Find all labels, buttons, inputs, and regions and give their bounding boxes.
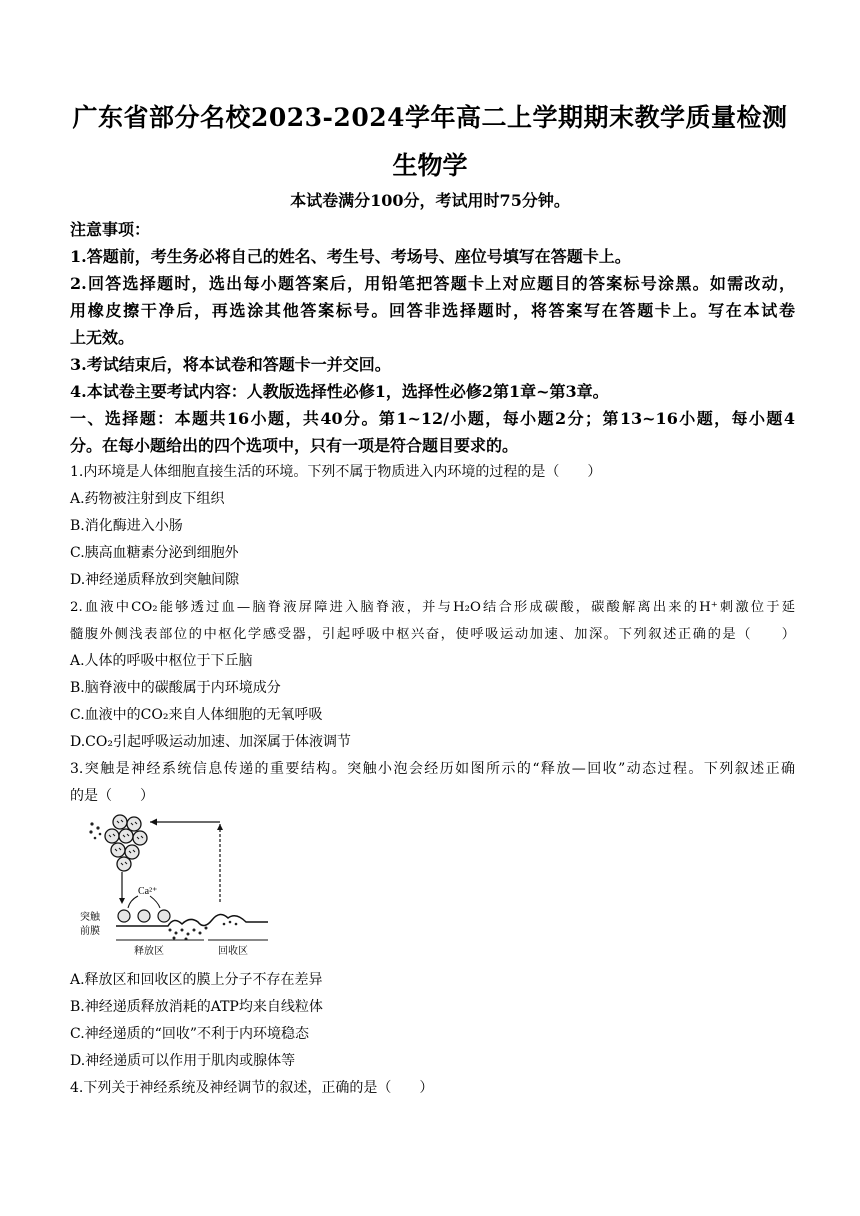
q3-option-a: A.释放区和回收区的膜上分子不存在差异 bbox=[70, 972, 323, 988]
subject-title: 生物学 bbox=[392, 151, 468, 180]
ca-arrow-right bbox=[150, 896, 160, 908]
released-dots bbox=[169, 921, 238, 941]
return-arrow-head bbox=[150, 819, 157, 826]
synapse-vesicle-diagram bbox=[78, 812, 273, 960]
notes-item-2-line-2: 用橡皮擦干净后，再选涂其他答案标号。回答非选择题时，将答案写在答题卡上。写在本试卷 bbox=[70, 301, 795, 320]
recycle-arrow-up bbox=[217, 824, 223, 830]
exam-title: 广东省部分名校2023-2024学年高二上学期期末教学质量检测 bbox=[72, 103, 788, 132]
section-heading-line-1: 一、选择题：本题共16小题，共40分。第1~12/小题，每小题2分；第13~16小题，每小题4 bbox=[70, 409, 795, 428]
q4-stem: 4.下列关于神经系统及神经调节的叙述，正确的是（ ） bbox=[70, 1080, 434, 1096]
q2-stem-line-2: 髓腹外侧浅表部位的中枢化学感受器，引起呼吸中枢兴奋，使呼吸运动加速、加深。下列叙述正确的是（ ） bbox=[70, 627, 795, 642]
release-arrow-head bbox=[119, 898, 125, 904]
notes-item-3: 3.考试结束后，将本试卷和答题卡一并交回。 bbox=[70, 355, 391, 374]
q1-option-d: D.神经递质释放到突触间隙 bbox=[70, 572, 240, 588]
q2-option-b: B.脑脊液中的碳酸属于内环境成分 bbox=[70, 680, 281, 696]
q3-stem-line-1: 3.突触是神经系统信息传递的重要结构。突触小泡会经历如图所示的“释放—回收”动态过程。下列叙述正确 bbox=[70, 761, 795, 777]
q2-option-c: C.血液中的CO₂来自人体细胞的无氧呼吸 bbox=[70, 707, 323, 723]
notes-item-1: 1.答题前，考生务必将自己的姓名、考生号、考场号、座位号填写在答题卡上。 bbox=[70, 247, 631, 266]
q3-option-c: C.神经递质的“回收”不利于内环境稳态 bbox=[70, 1026, 309, 1042]
notes-item-2-line-3: 上无效。 bbox=[70, 328, 135, 347]
q1-option-c: C.胰高血糖素分泌到细胞外 bbox=[70, 545, 239, 561]
membrane-label-2: 前膜 bbox=[80, 926, 100, 937]
ca-label: Ca²⁺ bbox=[138, 886, 158, 897]
notes-heading: 注意事项： bbox=[70, 220, 151, 239]
notes-item-4: 4.本试卷主要考试内容：人教版选择性必修1，选择性必修2第1章~第3章。 bbox=[70, 382, 609, 401]
release-zone-label: 释放区 bbox=[134, 946, 164, 957]
docked-vesicles bbox=[118, 910, 170, 922]
q2-option-d: D.CO₂引起呼吸运动加速、加深属于体液调节 bbox=[70, 734, 351, 750]
ca-arrow-left bbox=[128, 896, 138, 908]
exam-info: 本试卷满分100分，考试用时75分钟。 bbox=[290, 191, 570, 210]
q2-stem-line-1: 2.血液中CO₂能够透过血—脑脊液屏障进入脑脊液，并与H₂O结合形成碳酸，碳酸解离出来的H⁺刺激位于延 bbox=[70, 600, 795, 615]
section-heading-line-2: 分。在每小题给出的四个选项中，只有一项是符合题目要求的。 bbox=[70, 436, 519, 455]
q3-option-d: D.神经递质可以作用于肌肉或腺体等 bbox=[70, 1053, 296, 1069]
membrane-label-1: 突触 bbox=[80, 912, 100, 923]
q1-option-a: A.药物被注射到皮下组织 bbox=[70, 491, 225, 507]
recovery-zone-label: 回收区 bbox=[218, 946, 248, 957]
q3-stem-line-2: 的是（ ） bbox=[70, 788, 154, 804]
q3-option-b: B.神经递质释放消耗的ATP均来自线粒体 bbox=[70, 999, 323, 1015]
transmitter-dots bbox=[89, 822, 101, 839]
q1-option-b: B.消化酶进入小肠 bbox=[70, 518, 183, 534]
notes-item-2-line-1: 2.回答选择题时，选出每小题答案后，用铅笔把答题卡上对应题目的答案标号涂黑。如需改动， bbox=[70, 274, 795, 293]
q1-stem: 1.内环境是人体细胞直接生活的环境。下列不属于物质进入内环境的过程的是（ ） bbox=[70, 464, 602, 480]
q2-option-a: A.人体的呼吸中枢位于下丘脑 bbox=[70, 653, 253, 669]
